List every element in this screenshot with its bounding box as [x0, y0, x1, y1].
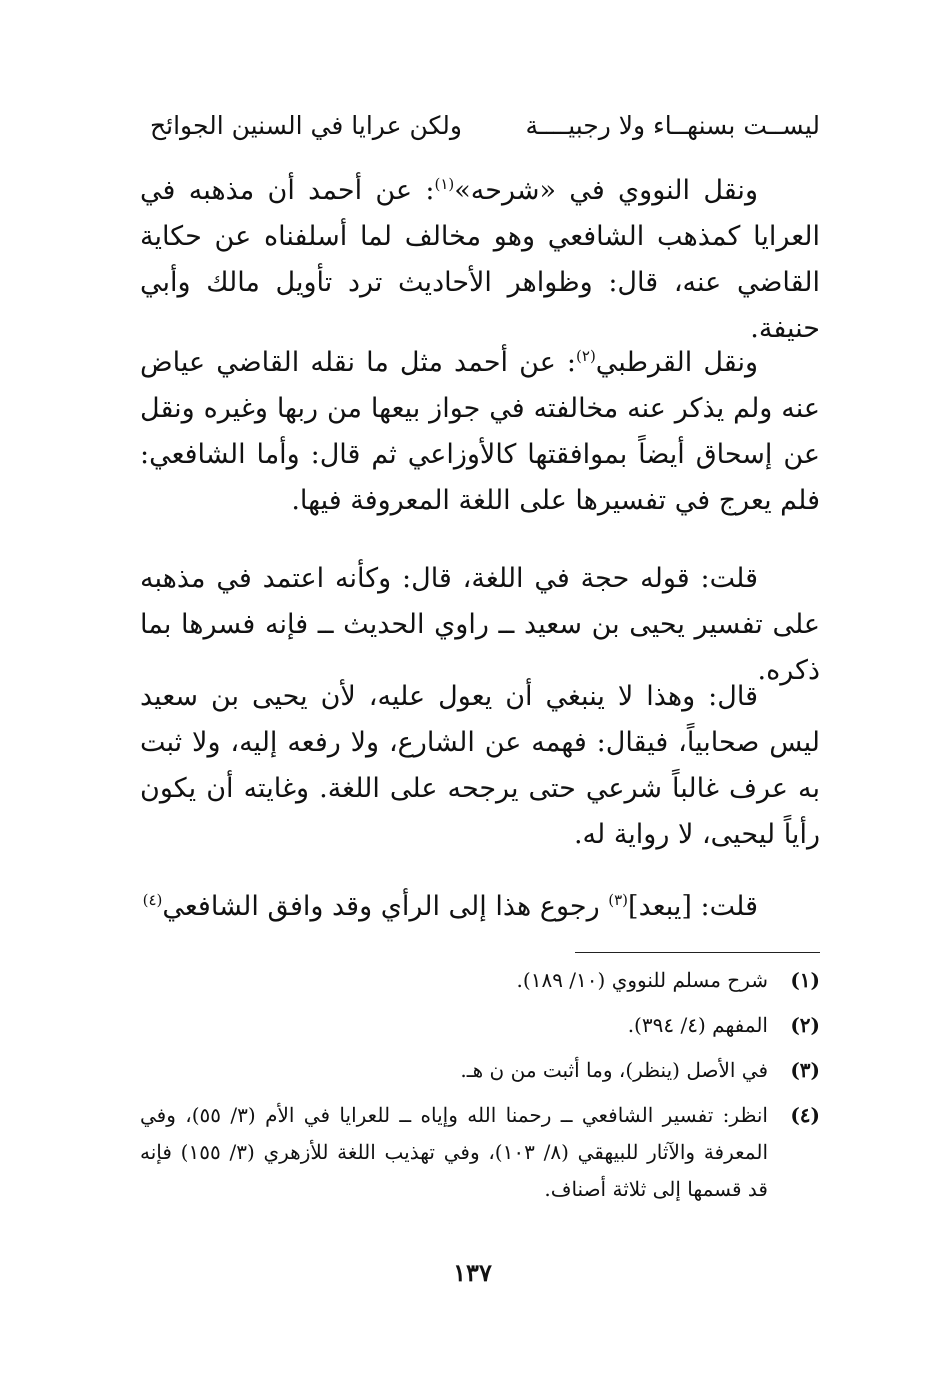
footnote-number: (٢) — [790, 1013, 820, 1037]
footnote-item — [140, 1007, 820, 1044]
footnote-ref-2: (٢) — [576, 347, 596, 365]
paragraph-qurtubi — [140, 340, 820, 524]
footnote-item — [140, 962, 820, 999]
footnotes — [140, 962, 820, 1216]
footnote-text: انظر: تفسير الشافعي ــ رحمنا الله وإياه ــ للعرايا في الأم (٣/ ٥٥)، وفي المعرفة والآثار للبيهقي (٨/ ١٠٣)، وفي تهذيب اللغة للأزهري (٣/ ١٥٥) فإنه قد قسمها إلى ثلاثة أصناف. — [140, 1103, 768, 1201]
verse-hemistich-2: ولكن عرايا في السنين الجوائح — [150, 110, 462, 140]
paragraph-text: : عن أحمد أن مذهبه في العرايا كمذهب الشافعي وهو مخالف لما أسلفناه عن حكاية القاضي عنه، قال: وظواهر الأحاديث ترد تأويل مالك وأبي حنيفة. — [140, 175, 820, 344]
footnote-item — [140, 1052, 820, 1089]
paragraph-text: قال: وهذا لا ينبغي أن يعول عليه، لأن يحيى بن سعيد ليس صحابياً، فيقال: فهمه عن الشارع، ولا رفعه إليه، ولا ثبت به عرف غالباً شرعي حتى يرجحه على اللغة. وغايته أن يكون رأياً ليحيى، لا رواية له. — [140, 681, 820, 850]
paragraph-qultu-2 — [140, 884, 820, 930]
footnote-ref-1: (١) — [434, 175, 455, 193]
paragraph-text: ونقل القرطبي — [595, 347, 758, 378]
paragraph-qala — [140, 674, 820, 858]
footnote-number: (١) — [790, 968, 820, 992]
footnote-number: (٣) — [790, 1058, 820, 1082]
footnote-ref-3: (٣) — [608, 891, 629, 909]
paragraph-text: ونقل النووي في «شرحه» — [454, 175, 758, 206]
footnote-number: (٤) — [790, 1103, 820, 1127]
verse-hemistich-1: ليســت بسنهــاء ولا رجبيــــة — [525, 110, 820, 140]
footnote-separator — [575, 952, 820, 953]
paragraph-text: : عن أحمد مثل ما نقله القاضي عياض عنه ولم يذكر عنه مخالفته في جواز بيعها من ربها وغيره ونقل عن إسحاق أيضاً بموافقتها كالأوزاعي ثم قال: وأما الشافعي: فلم يعرج في تفسيرها على اللغة المعروفة فيها. — [140, 347, 820, 516]
footnote-item — [140, 1097, 820, 1208]
paragraph-text: رجوع هذا إلى الرأي وقد وافق الشافعي — [162, 891, 609, 922]
footnote-text: شرح مسلم للنووي (١٠/ ١٨٩). — [516, 968, 768, 992]
paragraph-nawawi — [140, 168, 820, 352]
poetry-verse — [150, 103, 820, 147]
paragraph-text: قلت: [يبعد] — [628, 891, 758, 922]
page-number: ١٣٧ — [453, 1258, 492, 1287]
footnote-text: المفهم (٤/ ٣٩٤). — [627, 1013, 768, 1037]
footnote-text: في الأصل (ينظر)، وما أثبت من ن هـ. — [460, 1058, 768, 1082]
footnote-ref-4: (٤) — [142, 891, 163, 909]
paragraph-text: قلت: قوله حجة في اللغة، قال: وكأنه اعتمد في مذهبه على تفسير يحيى بن سعيد ــ راوي الحديث ــ فإنه فسرها بما ذكره. — [140, 563, 820, 686]
